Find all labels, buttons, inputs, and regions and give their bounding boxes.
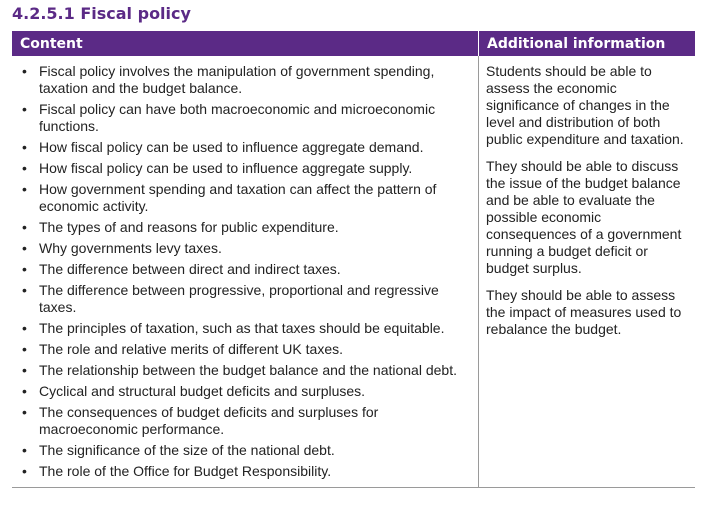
list-item <box>12 320 478 337</box>
bullet-icon: • <box>22 320 27 336</box>
additional-paragraph: They should be able to assess the impact of measures used to rebalance the budget. <box>486 287 682 337</box>
list-item <box>12 240 478 257</box>
list-item <box>12 160 478 177</box>
list-item-text: The difference between direct and indirect taxes. <box>39 261 341 277</box>
list-item <box>12 404 478 438</box>
list-item <box>12 261 478 278</box>
bullet-icon: • <box>22 240 27 256</box>
list-item-text: The consequences of budget deficits and surpluses for macroeconomic performance. <box>39 404 379 437</box>
list-item-text: The role of the Office for Budget Responsibility. <box>39 463 332 479</box>
list-item-text: Fiscal policy can have both macroeconomic and microeconomic functions. <box>39 101 436 134</box>
list-item <box>12 219 478 236</box>
content-header: Content <box>12 31 479 56</box>
body-row <box>12 56 695 488</box>
spec-table <box>12 31 695 488</box>
additional-info-cell <box>479 56 696 488</box>
content-list <box>12 63 478 480</box>
header-row <box>12 31 695 56</box>
additional-paragraph: They should be able to discuss the issue of the budget balance and be able to evaluate the possible economic consequences of a government running a budget deficit or budget surplus. <box>486 158 682 276</box>
list-item-text: The principles of taxation, such as that taxes should be equitable. <box>39 320 445 336</box>
list-item-text: The significance of the size of the national debt. <box>39 442 335 458</box>
list-item <box>12 362 478 379</box>
section-title: 4.2.5.1 Fiscal policy <box>12 4 191 23</box>
list-item <box>12 63 478 97</box>
list-item-text: The relationship between the budget balance and the national debt. <box>39 362 457 378</box>
list-item-text: Fiscal policy involves the manipulation of government spending, taxation and the budget balance. <box>39 63 435 96</box>
list-item-text: How government spending and taxation can affect the pattern of economic activity. <box>39 181 437 214</box>
list-item-text: The types of and reasons for public expenditure. <box>39 219 339 235</box>
bullet-icon: • <box>22 362 27 378</box>
list-item-text: The role and relative merits of different UK taxes. <box>39 341 343 357</box>
bullet-icon: • <box>22 383 27 399</box>
list-item <box>12 101 478 135</box>
list-item-text: The difference between progressive, proportional and regressive taxes. <box>39 282 439 315</box>
bullet-icon: • <box>22 463 27 479</box>
list-item <box>12 442 478 459</box>
bullet-icon: • <box>22 282 27 298</box>
bullet-icon: • <box>22 404 27 420</box>
bullet-icon: • <box>22 442 27 458</box>
bullet-icon: • <box>22 181 27 197</box>
bullet-icon: • <box>22 341 27 357</box>
list-item-text: How fiscal policy can be used to influence aggregate supply. <box>39 160 413 176</box>
additional-paragraph: Students should be able to assess the economic significance of changes in the level and distribution of both public expenditure and taxation. <box>486 63 684 147</box>
list-item <box>12 139 478 156</box>
bullet-icon: • <box>22 261 27 277</box>
list-item <box>12 282 478 316</box>
content-cell <box>12 56 479 488</box>
list-item <box>12 463 478 480</box>
list-item-text: Cyclical and structural budget deficits and surpluses. <box>39 383 366 399</box>
bullet-icon: • <box>22 219 27 235</box>
list-item <box>12 181 478 215</box>
bullet-icon: • <box>22 63 27 79</box>
bullet-icon: • <box>22 101 27 117</box>
additional-info-header: Additional information <box>479 31 696 56</box>
bullet-icon: • <box>22 160 27 176</box>
list-item-text: Why governments levy taxes. <box>39 240 222 256</box>
list-item <box>12 383 478 400</box>
list-item <box>12 341 478 358</box>
list-item-text: How fiscal policy can be used to influence aggregate demand. <box>39 139 424 155</box>
bullet-icon: • <box>22 139 27 155</box>
